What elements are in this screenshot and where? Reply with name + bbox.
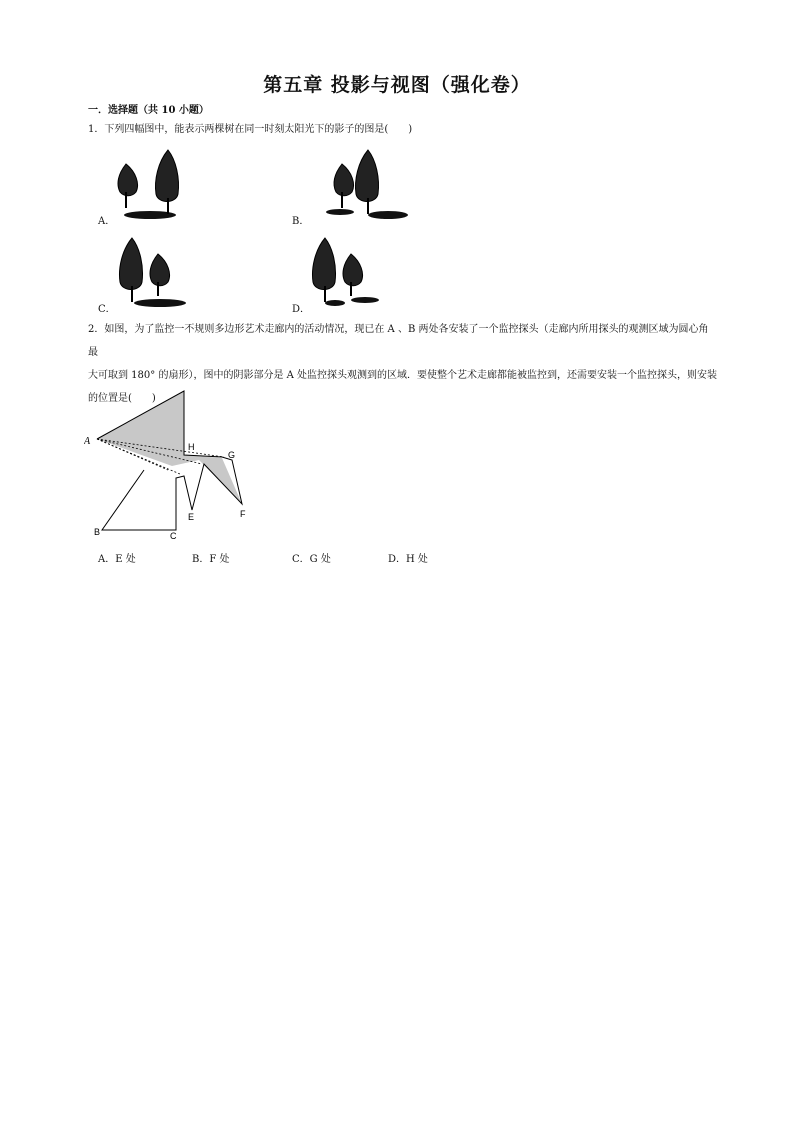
q1-option-c-figure	[112, 234, 192, 310]
q2-option-c[interactable]: C．G 处	[292, 554, 331, 565]
q2-line-3: 的位置是( )	[88, 393, 156, 404]
tree-large	[156, 150, 179, 202]
label-h: H	[188, 442, 195, 452]
label-f: F	[240, 509, 246, 519]
label-e: E	[188, 512, 195, 522]
q1-option-b-label[interactable]: B．	[292, 216, 310, 227]
q1-option-a-figure	[110, 146, 190, 222]
label-a: A	[84, 436, 91, 447]
tree-large	[120, 238, 143, 290]
shadow	[325, 300, 345, 306]
q2-option-a[interactable]: A．E 处	[98, 554, 136, 565]
shadow	[134, 299, 186, 307]
q2-option-b[interactable]: B．F 处	[192, 554, 230, 565]
tree-large	[313, 238, 336, 290]
tree-small	[343, 254, 363, 286]
label-c: C	[170, 531, 177, 541]
tree-small	[150, 254, 170, 286]
label-g: G	[228, 450, 236, 460]
q2-line-2: 大可取到 180° 的扇形），图中的阴影部分是 A 处监控探头观测到的区域．要使整个艺术走廊都能被监控到，还需要安装一个监控探头，则安装	[88, 370, 718, 381]
shadow	[326, 209, 354, 215]
tree-small	[334, 164, 354, 196]
tree-small	[118, 164, 138, 196]
tree-large	[356, 150, 379, 202]
section-heading: 一．选择题（共 10 小题）	[88, 105, 209, 116]
q1-option-d-figure	[305, 234, 385, 310]
q1-option-b-figure	[320, 146, 415, 222]
shadow	[368, 211, 408, 219]
q2-option-d[interactable]: D．H 处	[388, 554, 428, 565]
q1-option-c-label[interactable]: C．	[98, 304, 116, 315]
q1-option-a-label[interactable]: A．	[98, 216, 116, 227]
q1-option-d-label[interactable]: D．	[292, 304, 311, 315]
question-1-stem: 1．下列四幅图中，能表示两棵树在同一时刻太阳光下的影子的图是( )	[88, 124, 413, 135]
page-title: 第五章 投影与视图（强化卷）	[263, 74, 531, 96]
shaded-region	[97, 391, 242, 504]
q2-polygon-figure	[84, 386, 264, 546]
q2-line-1: 2．如图，为了监控一不规则多边形艺术走廊内的活动情况，现已在 A 、B 两处各安装了一个监控探头（走廊内所用探头的观测区域为圆心角最	[88, 324, 709, 358]
shadow	[351, 297, 379, 303]
label-b: B	[94, 527, 101, 537]
